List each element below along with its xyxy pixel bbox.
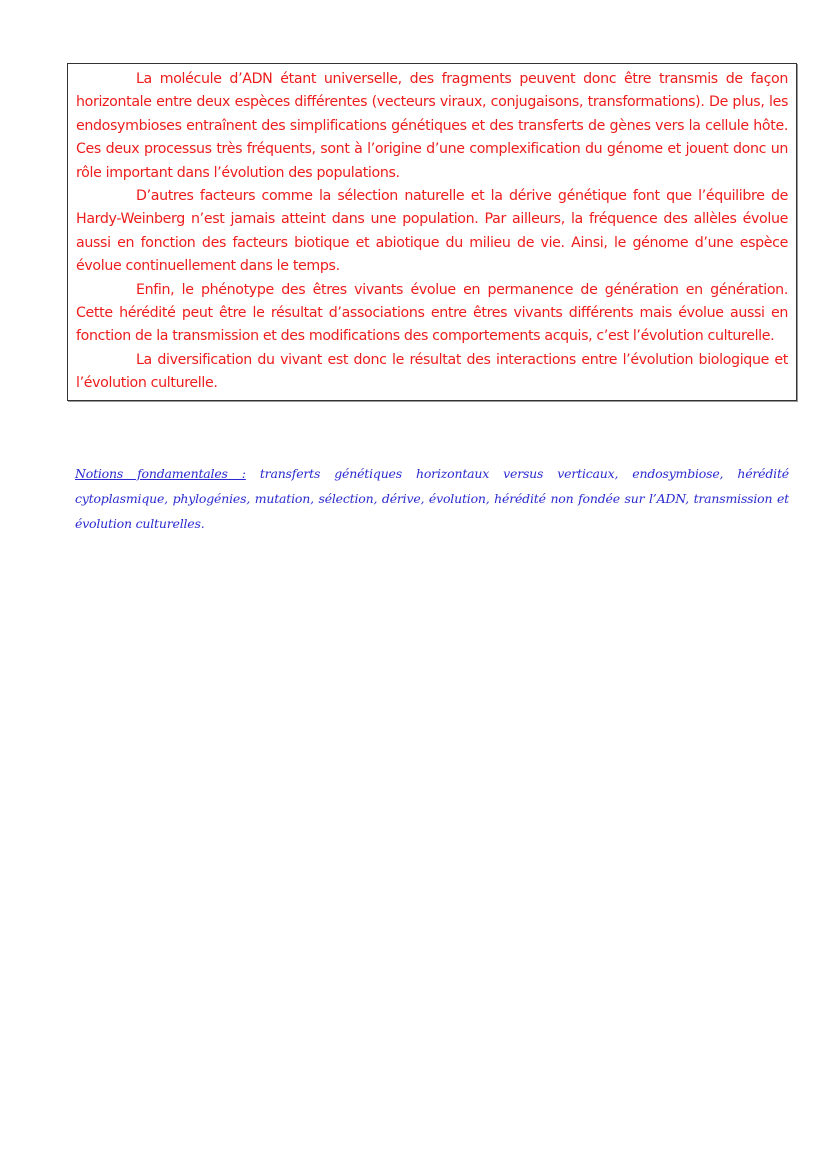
paragraph-conclusion: La diversification du vivant est donc le résultat des interactions entre l’évolution biologique et l’évolution culturelle. <box>76 351 788 392</box>
key-notions <box>75 461 789 536</box>
paragraph-horizontal-transfer: La molécule d’ADN étant universelle, des fragments peuvent donc être transmis de façon horizontale entre deux espèces différentes (vecteurs viraux, conjugaisons, transformations). De plus, les endosymbioses entraînent des simplifications génétiques et des transferts de gènes vers la cellule hôte. Ces deux processus très fréquents, sont à l’origine d’une complexification du génome et jouent donc un rôle important dans l’évolution des populations. <box>76 71 788 181</box>
key-notions-text: transferts génétiques horizontaux versus verticaux, endosymbiose, hérédité cytoplasmique, phylogénies, mutation, sélection, dérive, évolution, hérédité non fondée sur l’ADN, transmission et évolution culturelles. <box>75 466 790 531</box>
summary-box <box>67 63 797 401</box>
paragraph-hardy-weinberg: D’autres facteurs comme la sélection naturelle et la dérive génétique font que l’équilibre de Hardy-Weinberg n’est jamais atteint dans une population. Par ailleurs, la fréquence des allèles évolue aussi en fonction des facteurs biotique et abiotique du milieu de vie. Ainsi, le génome d’une espèce évolue continuellement dans le temps. <box>76 188 788 275</box>
key-notions-label: Notions fondamentales : <box>75 466 246 481</box>
paragraph-cultural-evolution: Enfin, le phénotype des êtres vivants évolue en permanence de génération en génération. Cette hérédité peut être le résultat d’associations entre êtres vivants différents mais évolue aussi en fonction de la transmission et des modifications des comportements acquis, c’est l’évolution culturelle. <box>76 281 788 345</box>
